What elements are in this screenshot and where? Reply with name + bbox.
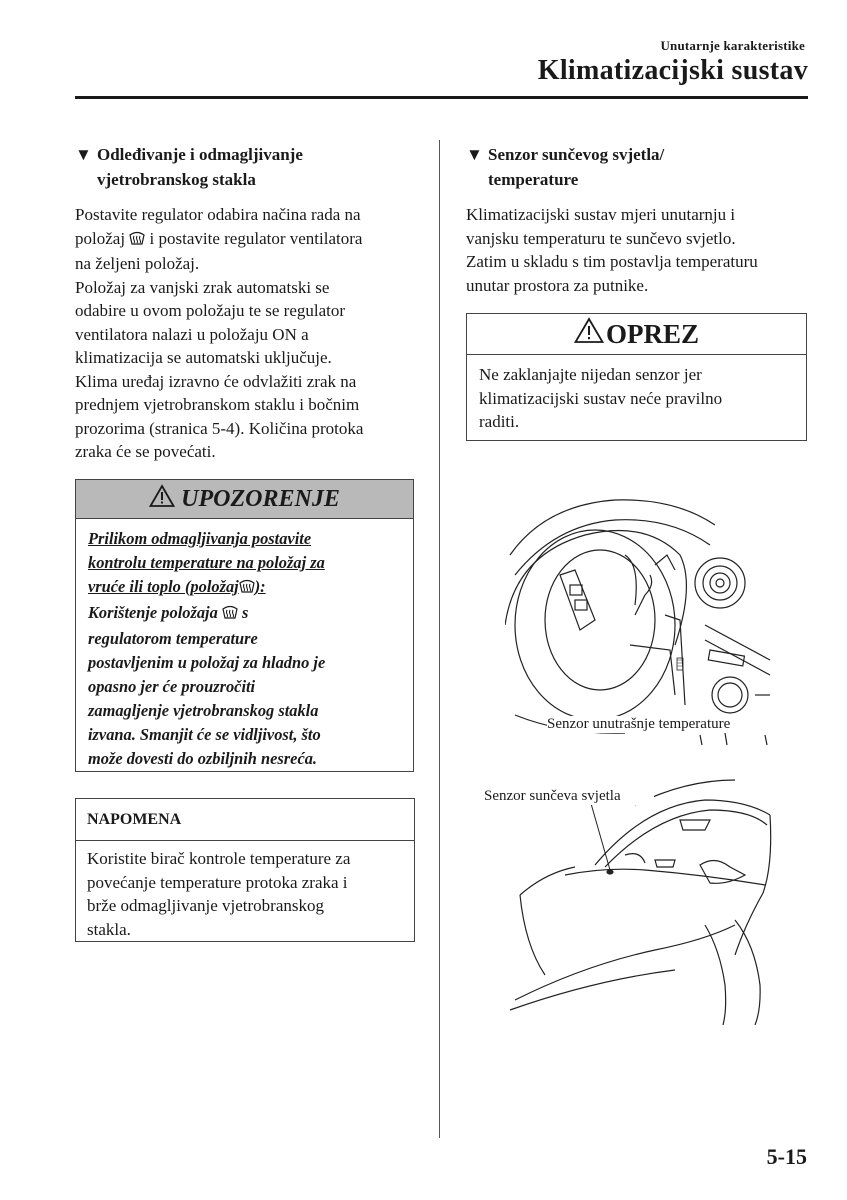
note-text bbox=[76, 841, 414, 941]
text-line: Prilikom odmagljivanja postavite bbox=[88, 529, 312, 548]
text-line: zraka će se povećati. bbox=[75, 442, 216, 461]
text-line: Koristite birač kontrole temperature za bbox=[87, 849, 351, 868]
sensor-paragraph bbox=[466, 203, 811, 297]
caution-text bbox=[467, 355, 806, 434]
warning-text bbox=[76, 519, 413, 771]
note-title: NAPOMENA bbox=[76, 799, 414, 841]
text-fragment: Korištenje položaja bbox=[88, 603, 218, 622]
text-line: postavljenim u položaj za hladno je bbox=[88, 653, 326, 672]
note-box bbox=[75, 798, 415, 942]
text-line: na željeni položaj. bbox=[75, 254, 200, 273]
text-line: povećanje temperature protoka zraka i bbox=[87, 872, 348, 892]
text-line: Klima uređaj izravno će odvlažiti zrak na bbox=[75, 371, 357, 391]
page-title: Klimatizacijski sustav bbox=[537, 55, 808, 86]
text-line: odabire u ovom položaju te se regulator bbox=[75, 301, 346, 320]
text-line: klimatizacija se automatski uključuje. bbox=[75, 348, 332, 367]
sun-sensor-caption: Senzor sunčeva svjetla bbox=[484, 788, 654, 805]
chapter-label: Unutarnje karakteristike bbox=[660, 38, 805, 53]
text-line: raditi. bbox=[479, 412, 520, 431]
warning-header bbox=[76, 480, 413, 519]
text-fragment: i postavite regulator ventilatora bbox=[149, 228, 363, 248]
text-fragment: položaj bbox=[75, 228, 126, 248]
text-line bbox=[88, 601, 403, 627]
warning-triangle-icon bbox=[574, 317, 604, 351]
caution-box bbox=[466, 313, 807, 441]
text-line: opasno jer će prouzročiti bbox=[88, 677, 256, 696]
text-fragment: vruće ili toplo (položaj bbox=[88, 577, 239, 596]
text-line: Ne zaklanjajte nijedan senzor jer bbox=[479, 365, 702, 384]
text-line: stakla. bbox=[87, 919, 131, 939]
heading-line: Odleđivanje i odmagljivanje bbox=[97, 145, 303, 164]
heading-line: Senzor sunčevog svjetla/ bbox=[488, 145, 665, 164]
warning-title: UPOZORENJE bbox=[181, 485, 340, 512]
text-line: vanjsku temperaturu te sunčevo svjetlo. bbox=[466, 228, 736, 248]
warning-triangle-icon bbox=[149, 484, 175, 515]
windshield-defroster-icon bbox=[222, 603, 238, 627]
text-line: kontrolu temperature na položaj za bbox=[88, 553, 325, 572]
defrost-heading bbox=[75, 142, 415, 192]
text-line: prozorima (stranica 5-4). Količina protoka bbox=[75, 418, 364, 438]
text-line: Položaj za vanjski zrak automatski se bbox=[75, 277, 330, 297]
heading-line: temperature bbox=[488, 170, 579, 189]
text-line: Klimatizacijski sustav mjeri unutarnju i bbox=[466, 205, 736, 224]
caution-title: OPREZ bbox=[605, 318, 699, 349]
triangle-marker-icon: ▼ bbox=[75, 145, 92, 164]
text-line: ventilatora nalazi u položaju ON a bbox=[75, 324, 309, 344]
text-line: izvana. Smanjit će se vidljivost, što bbox=[88, 725, 321, 744]
text-line: brže odmagljivanje vjetrobranskog bbox=[87, 896, 324, 915]
text-fragment: ): bbox=[254, 577, 266, 596]
windshield-defroster-icon bbox=[239, 577, 255, 601]
text-line: zamagljenje vjetrobranskog stakla bbox=[88, 701, 319, 720]
interior-sensor-caption: Senzor unutrašnje temperature bbox=[547, 716, 777, 733]
column-divider bbox=[439, 140, 440, 1138]
dashboard-illustration bbox=[505, 495, 775, 745]
text-line: regulatorom temperature bbox=[88, 629, 258, 648]
text-line: prednjem vjetrobranskom staklu i bočnim bbox=[75, 395, 360, 414]
text-line: unutar prostora za putnike. bbox=[466, 275, 649, 295]
warning-box bbox=[75, 479, 414, 772]
triangle-marker-icon: ▼ bbox=[466, 145, 483, 164]
heading-line: vjetrobranskog stakla bbox=[97, 170, 256, 189]
text-line: klimatizacijski sustav neće pravilno bbox=[479, 388, 723, 408]
sensor-heading bbox=[466, 142, 806, 192]
defrost-paragraph bbox=[75, 203, 420, 464]
text-line: može dovesti do ozbiljnih nesreća. bbox=[88, 749, 318, 768]
header-rule bbox=[75, 96, 808, 99]
text-line bbox=[75, 227, 420, 253]
page-number: 5-15 bbox=[766, 1144, 807, 1169]
text-line: Zatim u skladu s tim postavlja temperaturu bbox=[466, 252, 758, 271]
text-line: Postavite regulator odabira načina rada na bbox=[75, 205, 361, 224]
text-line bbox=[88, 575, 403, 601]
windshield-defroster-icon bbox=[129, 229, 145, 253]
windshield-illustration bbox=[505, 775, 795, 1025]
text-fragment: s bbox=[242, 603, 249, 622]
caution-header bbox=[467, 314, 806, 355]
